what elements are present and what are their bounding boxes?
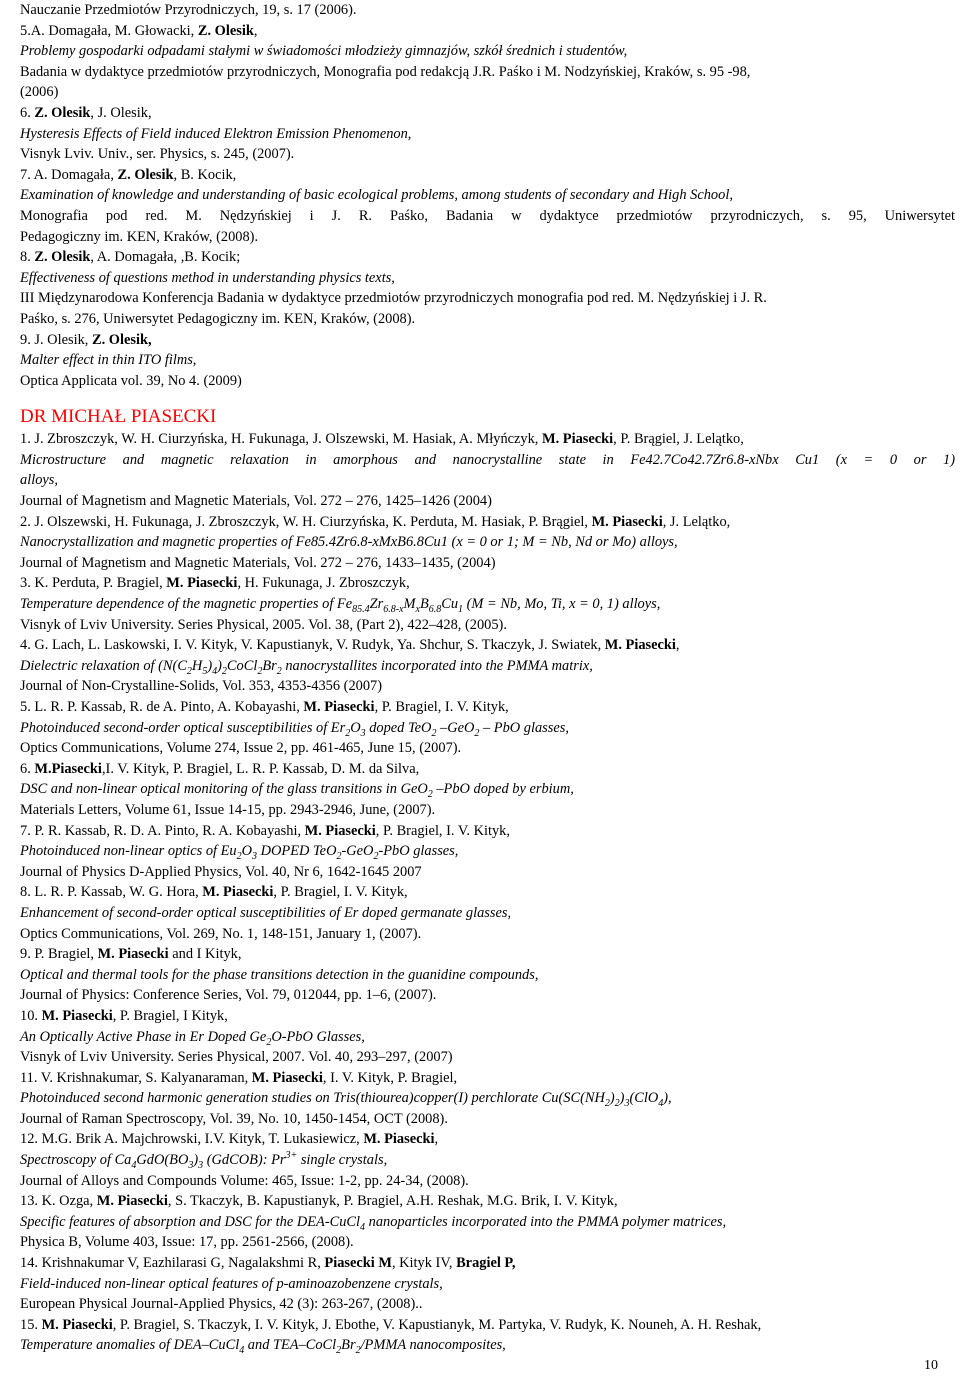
text-line: alloys, [20, 472, 58, 489]
text-line: Photoinduced non-linear optics of $Eu_2O_3$ DOPED TeO$_2$-GeO$_2$-PbO glasses, [20, 843, 459, 863]
text-line: Journal of Physics: Conference Series, Vol. 79, 012044, pp. 1–6, (2007). [20, 987, 437, 1004]
text-line: Temperature dependence of the magnetic properties of $Fe_{85.4}Zr_{6.8-x}M_xB_{6.8}Cu_1$ (M = Nb, Mo, Ti, x = 0, 1) alloys, [20, 596, 661, 615]
text-line: Nanocrystallization and magnetic properties of Fe85.4Zr6.8-xMxB6.8Cu1 (x = 0 or 1; M = Nb, Nd or Mo) alloys, [20, 534, 678, 551]
text-line: (2006) [20, 84, 59, 101]
text-line: Monografia pod red. M. Nędzyńskiej i J. R. Paśko, Badania w dydaktyce przedmiotów przyrodniczych, s. 95, Uniwersytet [20, 207, 955, 224]
text-line: Physica B, Volume 403, Issue: 17, pp. 2561-2566, (2008). [20, 1234, 354, 1251]
section-heading: DR MICHAŁ PIASECKI [20, 406, 217, 428]
text-line: Photoinduced second harmonic generation studies on Tris(thiourea)copper(I) perchlorate $Cu(SC(NH_2)_2)_3(ClO_4)$, [20, 1090, 672, 1110]
text-line: Materials Letters, Volume 61, Issue 14-15, pp. 2943-2946, June, (2007). [20, 801, 436, 818]
text-line: Hysteresis Effects of Field induced Elektron Emission Phenomenon, [20, 125, 412, 142]
text-line: Optics Communications, Volume 274, Issue 2, pp. 461-465, June 15, (2007). [20, 740, 462, 757]
text-line: Nauczanie Przedmiotów Przyrodniczych, 19, s. 17 (2006). [20, 2, 357, 18]
text-line: Journal of Magnetism and Magnetic Materials, Vol. 272 – 276, 1433–1435, (2004) [20, 554, 496, 571]
text-line: Field-induced non-linear optical features of p-aminoazobenzene crystals, [20, 1275, 443, 1292]
text-line: 10. M. Piasecki, P. Bragiel, I Kityk, [20, 1007, 228, 1024]
text-line: Visnyk of Lviv University. Series Physical, 2007. Vol. 40, 293–297, (2007) [20, 1049, 453, 1066]
document-page [20, 0, 955, 1356]
text-line: 5.A. Domagała, M. Głowacki, Z. Olesik, [20, 22, 258, 39]
text-line: An Optically Active Phase in Er Doped $Ge_2O$-PbO Glasses, [20, 1028, 365, 1048]
text-line: 6. Z. Olesik, J. Olesik, [20, 104, 152, 121]
text-line: 7. A. Domagała, Z. Olesik, B. Kocik, [20, 166, 237, 183]
text-line: Effectiveness of questions method in understanding physics texts, [20, 269, 395, 286]
text-line: 7. P. R. Kassab, R. D. A. Pinto, R. A. Kobayashi, M. Piasecki, P. Bragiel, I. V. Kityk, [20, 822, 510, 839]
text-line: Badania w dydaktyce przedmiotów przyrodniczych, Monografia pod redakcją J.R. Paśko i M. Nodzyńskiej, Kraków, s. 95 -98, [20, 63, 751, 80]
text-line: Journal of Magnetism and Magnetic Materials, Vol. 272 – 276, 1425–1426 (2004) [20, 493, 492, 510]
text-line: III Międzynarodowa Konferencja Badania w dydaktyce przedmiotów przyrodniczych monografia pod red. M. Nędzyńskiej i J. R. [20, 290, 767, 307]
text-line: Journal of Physics D-Applied Physics, Vol. 40, Nr 6, 1642-1645 2007 [20, 863, 422, 880]
text-line: Photoinduced second-order optical susceptibilities of $Er_2O_3$ doped TeO$_2$ –GeO$_2$ – PbO glasses, [20, 719, 569, 739]
text-line: 2. J. Olszewski, H. Fukunaga, J. Zbroszczyk, W. H. Ciurzyńska, K. Perduta, M. Hasiak, P. Brągiel, M. Piasecki, J. Lelątko, [20, 513, 731, 530]
text-line: Enhancement of second-order optical susceptibilities of Er doped germanate glasses, [20, 904, 512, 921]
text-line: 11. V. Krishnakumar, S. Kalyanaraman, M. Piasecki, I. V. Kityk, P. Bragiel, [20, 1069, 458, 1086]
text-line: 5. L. R. P. Kassab, R. de A. Pinto, A. Kobayashi, M. Piasecki, P. Bragiel, I. V. Kityk, [20, 699, 509, 715]
text-line: 9. P. Bragiel, M. Piasecki and I Kityk, [20, 946, 242, 963]
text-line: Problemy gospodarki odpadami stałymi w świadomości młodzieży gimnazjów, szkół średnich i studentów, [20, 43, 628, 60]
text-line: 4. G. Lach, L. Laskowski, I. V. Kityk, V. Kapustianyk, V. Rudyk, Ya. Shchur, S. Tkaczyk, J. Swiatek, M. Piasecki, [20, 637, 680, 654]
text-line: Temperature anomalies of DEA–CuCl$_4$ and TEA–$CoCl_2Br_2$/PMMA nanocomposites, [20, 1337, 506, 1357]
text-line: 9. J. Olesik, Z. Olesik, [20, 331, 152, 348]
text-line: Journal of Alloys and Compounds Volume: 465, Issue: 1-2, pp. 24-34, (2008). [20, 1172, 469, 1189]
page-number: 10 [924, 1358, 938, 1373]
text-line: 3. K. Perduta, P. Bragiel, M. Piasecki, H. Fukunaga, J. Zbroszczyk, [20, 575, 410, 592]
text-line: 12. M.G. Brik A. Majchrowski, I.V. Kityk, T. Lukasiewicz, M. Piasecki, [20, 1131, 439, 1148]
text-line: 15. M. Piasecki, P. Bragiel, S. Tkaczyk, I. V. Kityk, J. Ebothe, V. Kapustianyk, M. Partyka, V. Rudyk, K. Nouneh, A. H. Reshak, [20, 1316, 762, 1333]
text-line: Optics Communications, Vol. 269, No. 1, 148-151, January 1, (2007). [20, 925, 422, 942]
text-line: Paśko, s. 276, Uniwersytet Pedagogiczny im. KEN, Kraków, (2008). [20, 310, 416, 327]
text-line: 1. J. Zbroszczyk, W. H. Ciurzyńska, H. Fukunaga, J. Olszewski, M. Hasiak, A. Młyńczyk, M. Piasecki, P. Brągiel, J. Lelątko, [20, 431, 744, 448]
text-line: Specific features of absorption and DSC for the DEA-CuCl$_4$ nanoparticles incorporated into the PMMA polymer matrices, [20, 1213, 727, 1233]
text-line: Examination of knowledge and understanding of basic ecological problems, among students of secondary and High School, [20, 187, 733, 204]
text-line: European Physical Journal-Applied Physics, 42 (3): 263-267, (2008).. [20, 1296, 423, 1313]
text-line: 8. Z. Olesik, A. Domagała, ,B. Kocik; [20, 249, 241, 266]
text-line: Dielectric relaxation of $(N(C_2H_5)_4)_2CoCl_2Br_2$ nanocrystallites incorporated into the PMMA matrix, [20, 657, 593, 677]
text-line: 14. Krishnakumar V, Eazhilarasi G, Nagalakshmi R, Piasecki M, Kityk IV, Bragiel P, [20, 1255, 516, 1272]
text-line: Malter effect in thin ITO films, [20, 352, 197, 369]
text-line: DSC and non-linear optical monitoring of the glass transitions in GeO$_2$ –PbO doped by erbium, [20, 781, 574, 801]
text-line: 6. M.Piasecki,I. V. Kityk, P. Bragiel, L. R. P. Kassab, D. M. da Silva, [20, 760, 420, 777]
text-line: Journal of Raman Spectroscopy, Vol. 39, No. 10, 1450-1454, OCT (2008). [20, 1110, 448, 1127]
text-line: Optical and thermal tools for the phase transitions detection in the guanidine compounds, [20, 966, 539, 983]
text-line: 8. L. R. P. Kassab, W. G. Hora, M. Piasecki, P. Bragiel, I. V. Kityk, [20, 884, 408, 901]
text-line: 13. K. Ozga, M. Piasecki, S. Tkaczyk, B. Kapustianyk, P. Bragiel, A.H. Reshak, M.G. Brik, I. V. Kityk, [20, 1193, 618, 1210]
text-line: Pedagogiczny im. KEN, Kraków, (2008). [20, 228, 259, 245]
text-line: Journal of Non-Crystalline-Solids, Vol. 353, 4353-4356 (2007) [20, 678, 383, 695]
text-line: Microstructure and magnetic relaxation in amorphous and nanocrystalline state in Fe42.7Co42.7Zr6.8-xNbx Cu1 (x = 0 or 1) [20, 451, 955, 468]
text-line: Visnyk Lviv. Univ., ser. Physics, s. 245, (2007). [20, 146, 295, 163]
text-line: Optica Applicata vol. 39, No 4. (2009) [20, 372, 242, 389]
text-line: Visnyk of Lviv University. Series Physical, 2005. Vol. 38, (Part 2), 422–428, (2005). [20, 616, 507, 633]
text-line: Spectroscopy of $Ca_4GdO(BO_3)_3$ (GdCOB): $Pr^{3+}$ single crystals, [20, 1150, 388, 1171]
